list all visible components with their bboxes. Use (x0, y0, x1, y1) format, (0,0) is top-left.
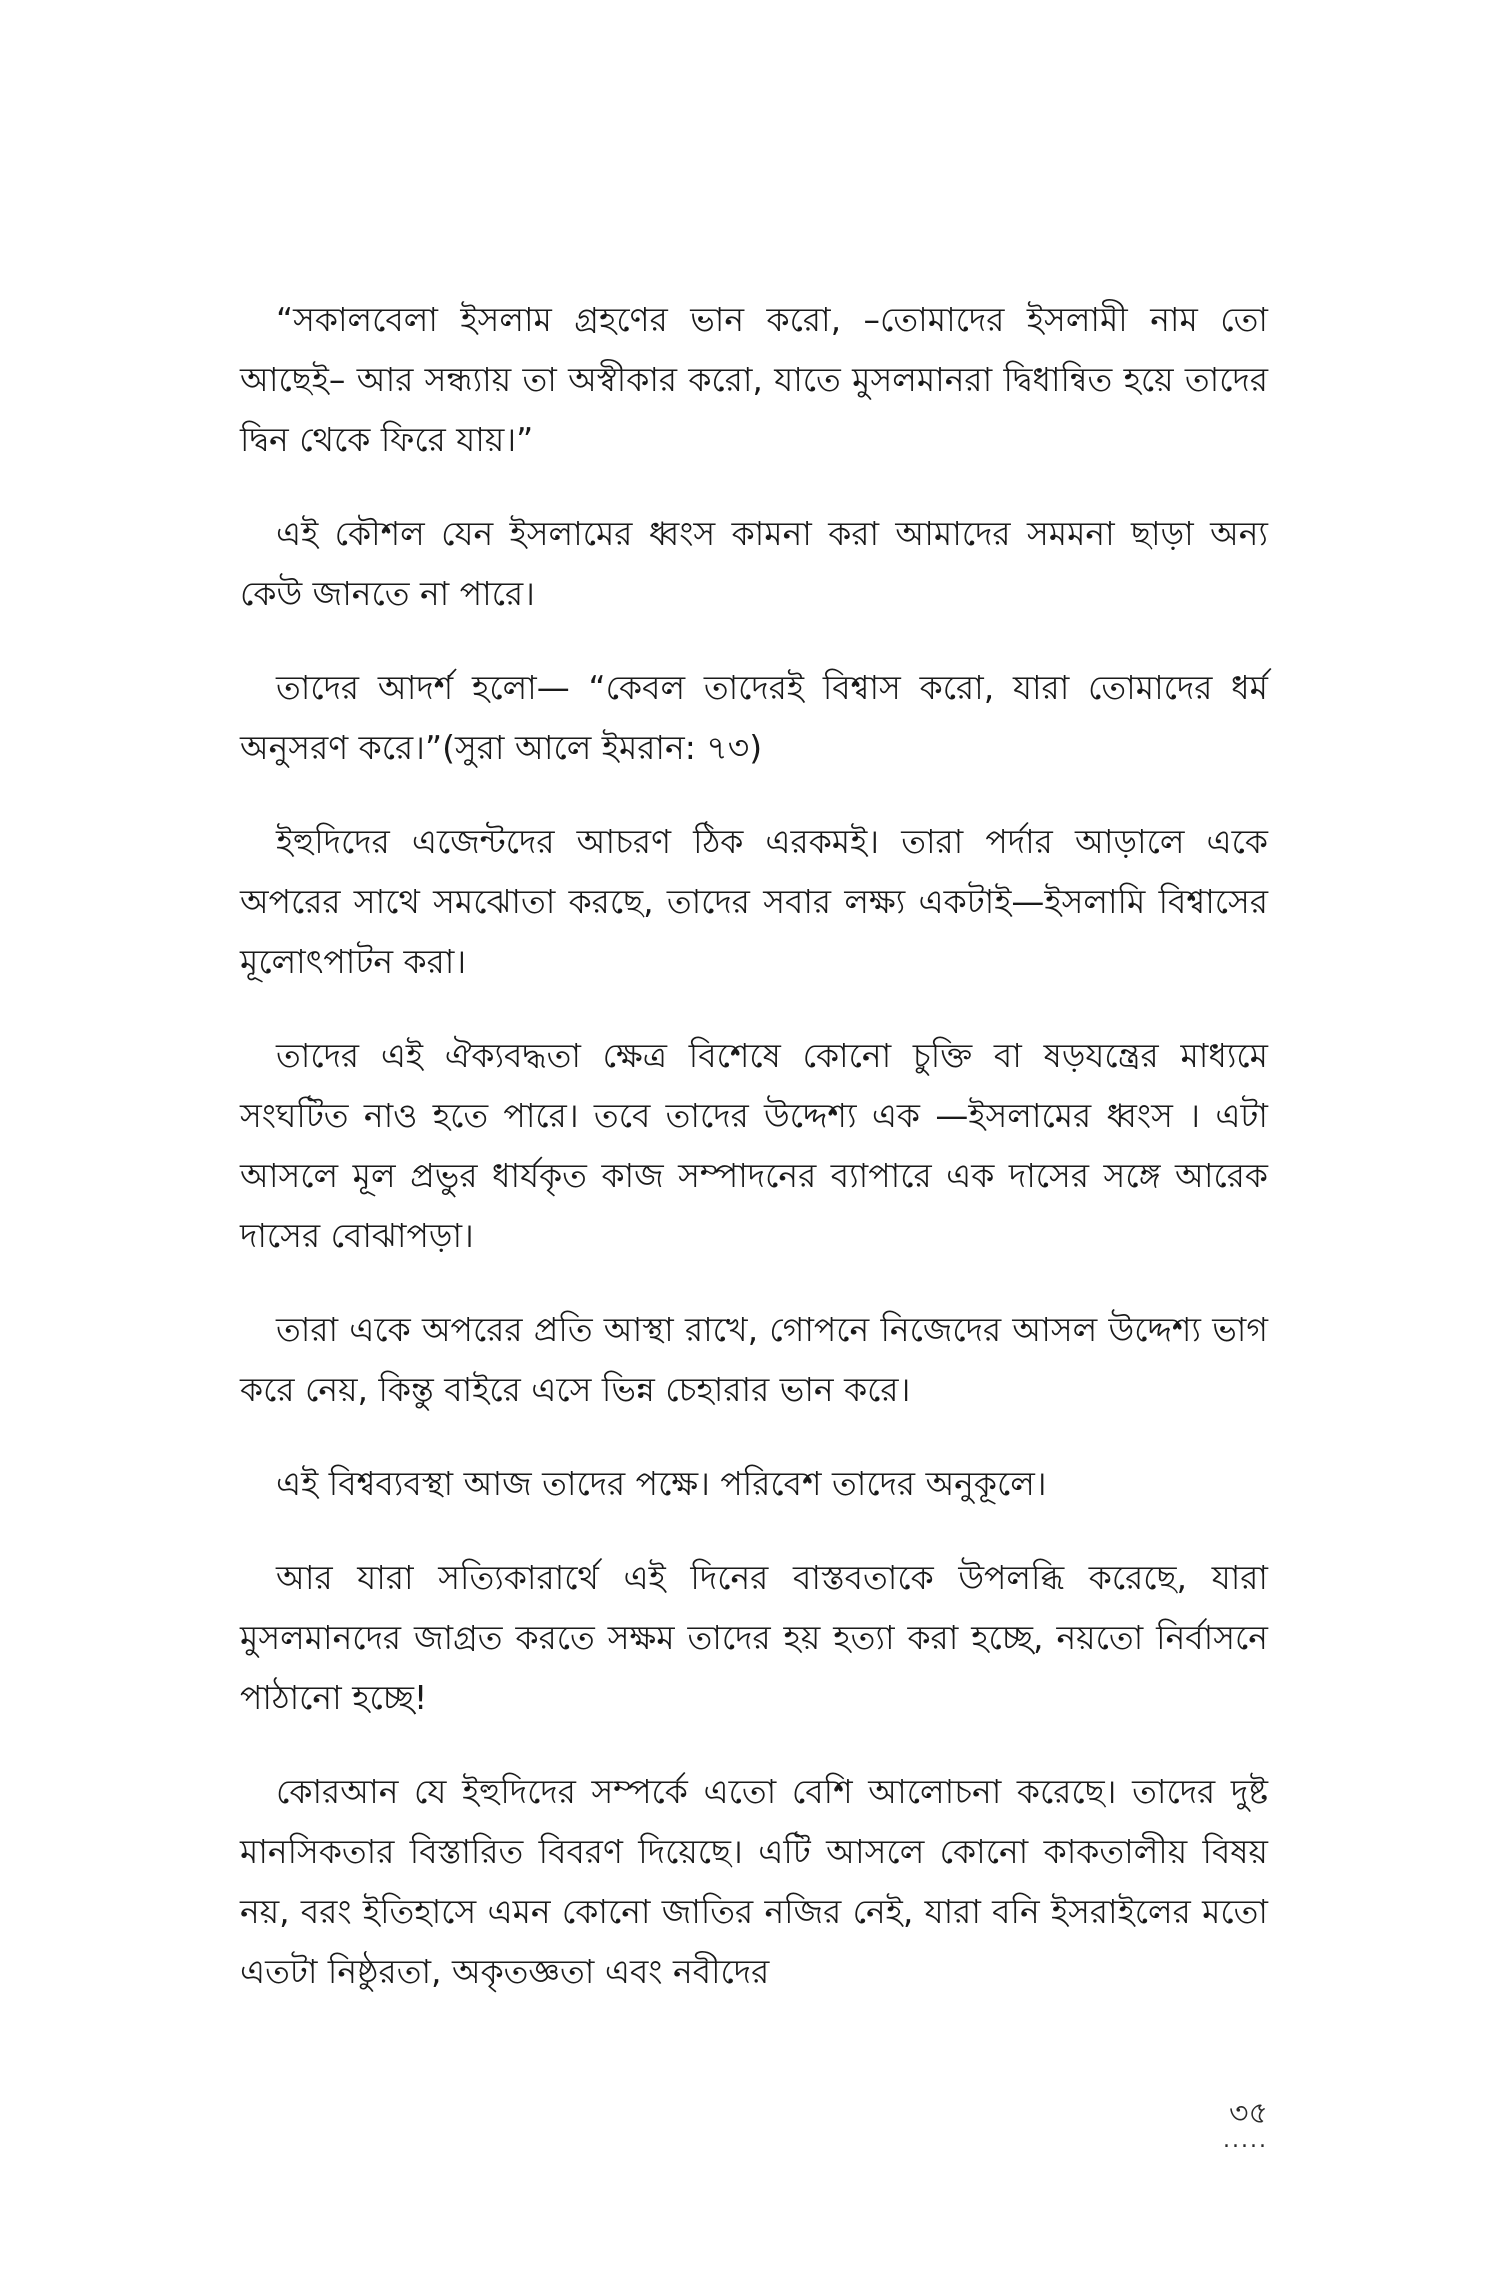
page-number-dots: ..... (1223, 2128, 1268, 2153)
paragraph-strategy: এই কৌশল যেন ইসলামের ধ্বংস কামনা করা আমাদের সমমনা ছাড়া অন্য কেউ জানতে না পারে। (240, 514, 1268, 613)
paragraph-world-order: এই বিশ্বব্যবস্থা আজ তাদের পক্ষে। পরিবেশ তাদের অনুকূলে। (276, 1464, 1047, 1503)
page-number: ৩৫ (1229, 2096, 1268, 2131)
paragraph-awakeners: আর যারা সত্যিকারার্থে এই দিনের বাস্তবতাকে উপলব্ধি করেছে, যারা মুসলমানদের জাগ্রত করতে সক্ষম তাদের হয় হত্যা করা হচ্ছে, নয়তো নির্বাসনে পাঠানো হচ্ছে! (240, 1558, 1268, 1717)
paragraph-unity: তাদের এই ঐক্যবদ্ধতা ক্ষেত্র বিশেষে কোনো চুক্তি বা ষড়যন্ত্রের মাধ্যমে সংঘটিত নাও হতে পারে। তবে তাদের উদ্দেশ্য এক —ইসলামের ধ্বংস । এটা আসলে মূল প্রভুর ধার্যকৃত কাজ সম্পাদনের ব্যাপারে এক দাসের সঙ্গে আরেক দাসের বোঝাপড়া। (240, 1036, 1268, 1255)
paragraph-quote-opening: “সকালবেলা ইসলাম গ্রহণের ভান করো, –তোমাদের ইসলামী নাম তো আছেই– আর সন্ধ্যায় তা অস্বীকার করো, যাতে মুসলমানরা দ্বিধান্বিত হয়ে তাদের দ্বিন থেকে ফিরে যায়।” (240, 300, 1268, 459)
paragraph-trust: তারা একে অপরের প্রতি আস্থা রাখে, গোপনে নিজেদের আসল উদ্দেশ্য ভাগ করে নেয়, কিন্তু বাইরে এসে ভিন্ন চেহারার ভান করে। (240, 1310, 1268, 1409)
page-body (240, 290, 1268, 2036)
paragraph-quran: কোরআন যে ইহুদিদের সম্পর্কে এতো বেশি আলোচনা করেছে। তাদের দুষ্ট মানসিকতার বিস্তারিত বিবরণ দিয়েছে। এটি আসলে কোনো কাকতালীয় বিষয় নয়, বরং ইতিহাসে এমন কোনো জাতির নজির নেই, যারা বনি ইসরাইলের মতো এতটা নিষ্ঠুরতা, অকৃতজ্ঞতা এবং নবীদের (240, 1772, 1268, 1991)
paragraph-agents: ইহুদিদের এজেন্টদের আচরণ ঠিক এরকমই। তারা পর্দার আড়ালে একে অপরের সাথে সমঝোতা করছে, তাদের সবার লক্ষ্য একটাই—ইসলামি বিশ্বাসের মূলোৎপাটন করা। (240, 822, 1268, 981)
paragraph-ideal: তাদের আদর্শ হলো— “কেবল তাদেরই বিশ্বাস করো, যারা তোমাদের ধর্ম অনুসরণ করে।”(সুরা আলে ইমরান: ৭৩) (240, 668, 1268, 767)
